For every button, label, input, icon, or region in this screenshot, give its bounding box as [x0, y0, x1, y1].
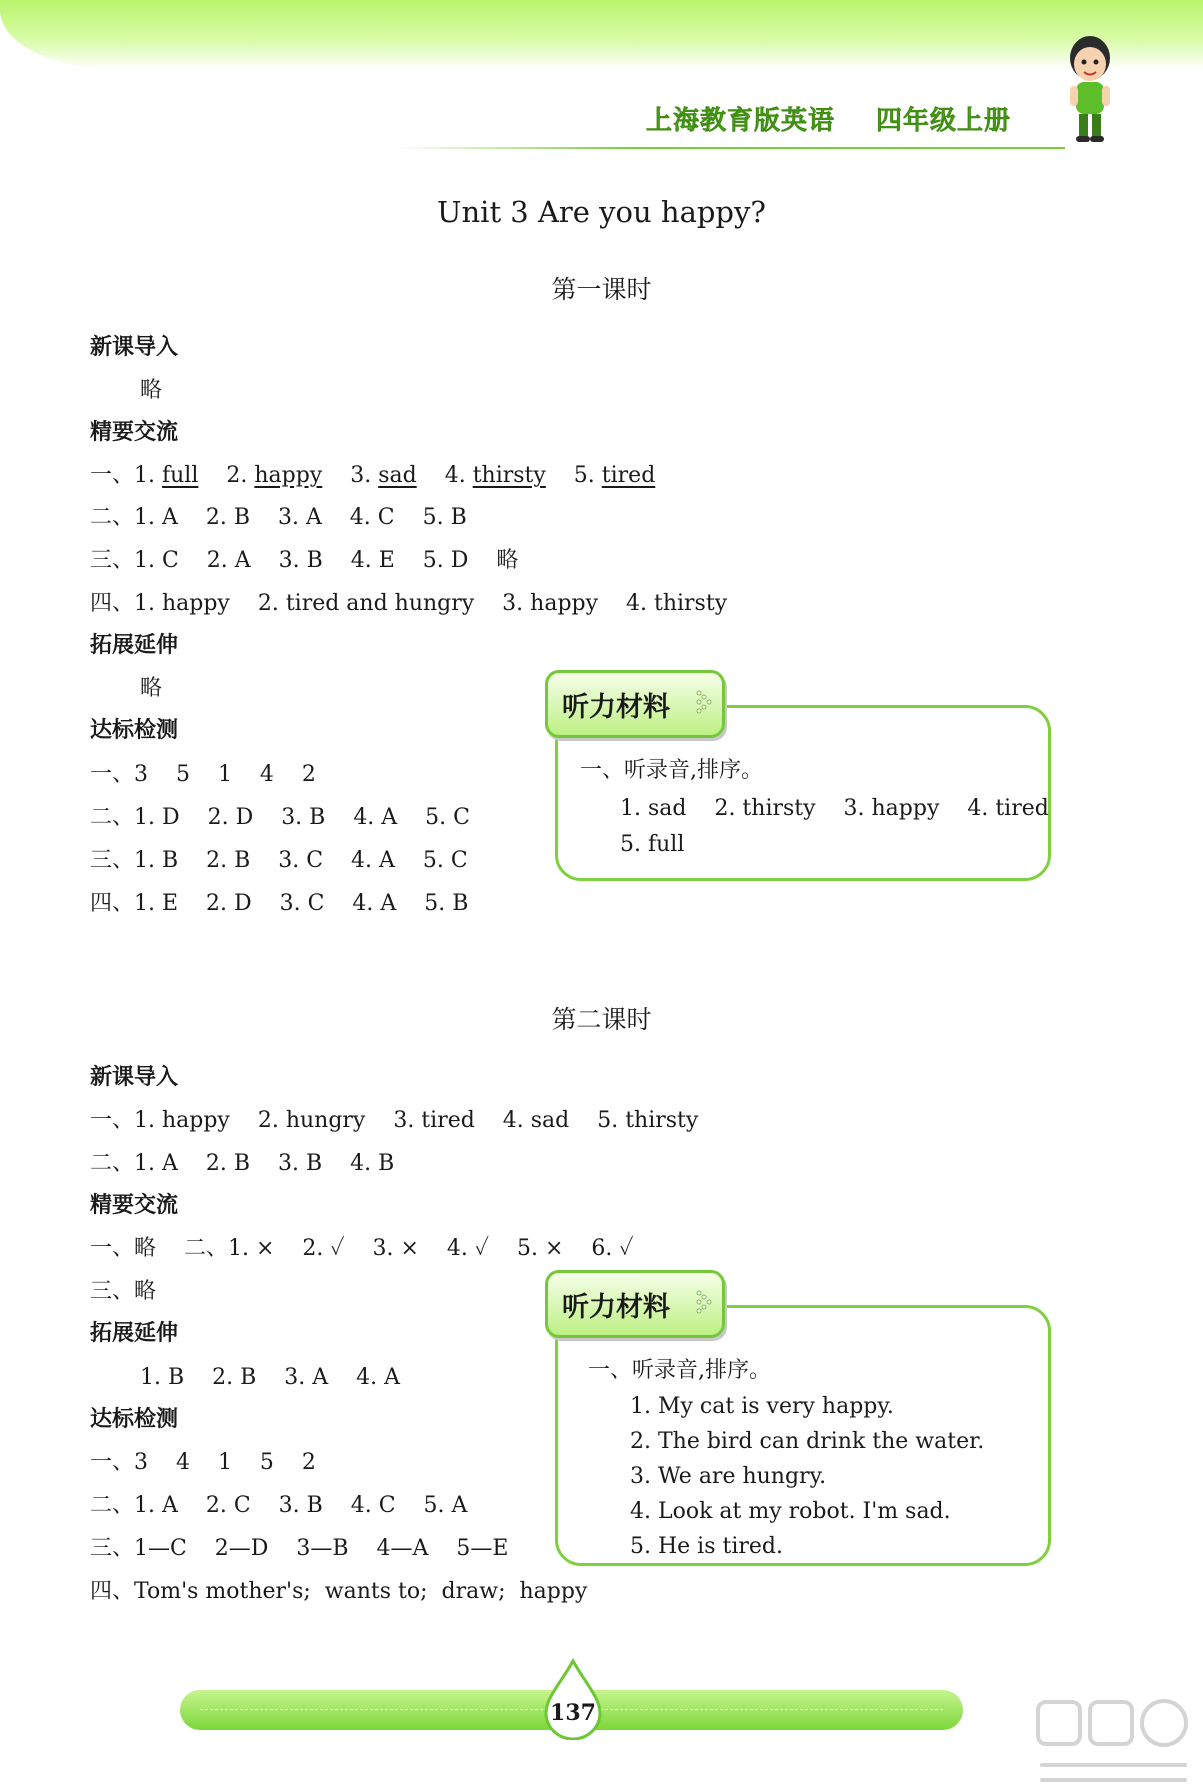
l2-dabiao-label: 达标检测	[90, 1407, 179, 1432]
l1-dabiao-q2: 二、1. D 2. D 3. B 4. A 5. C	[90, 805, 470, 830]
boy-mascot-icon	[1060, 28, 1120, 148]
water-drop-icon	[540, 1658, 606, 1740]
l1-dabiao-q1: 一、3 5 1 4 2	[90, 762, 316, 787]
l1-listening-heading: 一、听录音,排序。	[580, 758, 763, 783]
l2-listening-line: 2. The bird can drink the water.	[630, 1429, 985, 1454]
page-number: 137	[550, 1700, 596, 1726]
l1-jingyao-label: 精要交流	[90, 420, 179, 445]
l2-listening-heading: 一、听录音,排序。	[588, 1358, 771, 1383]
header-divider	[395, 147, 1065, 149]
l2-xinke-q2: 二、1. A 2. B 3. B 4. B	[90, 1151, 395, 1176]
dotted-arrow-icon	[696, 1290, 714, 1314]
l2-jingyao-label: 精要交流	[90, 1193, 179, 1218]
l1-listening-tag-label: 听力材料	[562, 692, 670, 723]
l2-jingyao-q1: 一、略 二、1. × 2. ✓ 3. × 4. ✓ 5. × 6. ✓	[90, 1236, 634, 1261]
l2-dabiao-q2: 二、1. A 2. C 3. B 4. C 5. A	[90, 1493, 468, 1518]
l1-tuozhan-text: 略	[140, 676, 163, 701]
l1-dabiao-q3: 三、1. B 2. B 3. C 4. A 5. C	[90, 848, 468, 873]
l2-tuozhan-label: 拓展延伸	[90, 1321, 179, 1346]
answer-1: full	[162, 463, 199, 488]
watermark-logo-icon	[1030, 1690, 1195, 1790]
l2-dabiao-q4: 四、Tom's mother's; wants to; draw; happy	[90, 1579, 588, 1604]
l2-tuozhan-q1: 1. B 2. B 3. A 4. A	[140, 1365, 400, 1390]
l1-listening-tag	[545, 670, 725, 738]
dotted-arrow-icon	[696, 690, 714, 714]
answer-2: happy	[254, 463, 323, 488]
l2-xinke-label: 新课导入	[90, 1065, 179, 1090]
l2-dabiao-q1: 一、3 4 1 5 2	[90, 1450, 316, 1475]
l1-listening-line2: 5. full	[620, 832, 685, 857]
answer-3: sad	[378, 463, 417, 488]
l1-xinke-text: 略	[140, 378, 163, 403]
lesson1-title: 第一课时	[551, 275, 652, 304]
l2-jingyao-q3: 三、略	[90, 1279, 157, 1304]
l1-jingyao-q3: 三、1. C 2. A 3. B 4. E 5. D 略	[90, 548, 519, 573]
l2-listening-tag-label: 听力材料	[562, 1292, 670, 1323]
l1-xinke-label: 新课导入	[90, 335, 179, 360]
l2-listening-line: 5. He is tired.	[630, 1534, 783, 1559]
l1-jingyao-q1: 一、1. full 2. happy 3. sad 4. thirsty 5. tired	[90, 463, 656, 488]
l2-listening-line: 1. My cat is very happy.	[630, 1394, 894, 1419]
l2-listening-line: 4. Look at my robot. I'm sad.	[630, 1499, 951, 1524]
l1-jingyao-q2: 二、1. A 2. B 3. A 4. C 5. B	[90, 505, 467, 530]
unit-title: Unit 3 Are you happy?	[437, 195, 766, 229]
l1-dabiao-label: 达标检测	[90, 718, 179, 743]
l1-listening-line1: 1. sad 2. thirsty 3. happy 4. tired	[620, 796, 1049, 821]
lesson2-title: 第二课时	[551, 1005, 652, 1034]
q1-prefix: 一、1.	[90, 463, 155, 488]
grade-label: 四年级上册	[876, 106, 1012, 136]
l2-dabiao-q3: 三、1—C 2—D 3—B 4—A 5—E	[90, 1536, 509, 1561]
answer-5: tired	[601, 463, 656, 488]
l1-jingyao-q4: 四、1. happy 2. tired and hungry 3. happy 4. thirsty	[90, 591, 728, 616]
l2-listening-box	[555, 1305, 1051, 1566]
book-title: 上海教育版英语	[646, 106, 836, 136]
l2-listening-tag	[545, 1270, 725, 1338]
l2-xinke-q1: 一、1. happy 2. hungry 3. tired 4. sad 5. thirsty	[90, 1108, 699, 1133]
l1-tuozhan-label: 拓展延伸	[90, 633, 179, 658]
l1-dabiao-q4: 四、1. E 2. D 3. C 4. A 5. B	[90, 891, 469, 916]
l2-listening-line: 3. We are hungry.	[630, 1464, 827, 1489]
header-band	[0, 0, 1203, 70]
answer-4: thirsty	[472, 463, 546, 488]
